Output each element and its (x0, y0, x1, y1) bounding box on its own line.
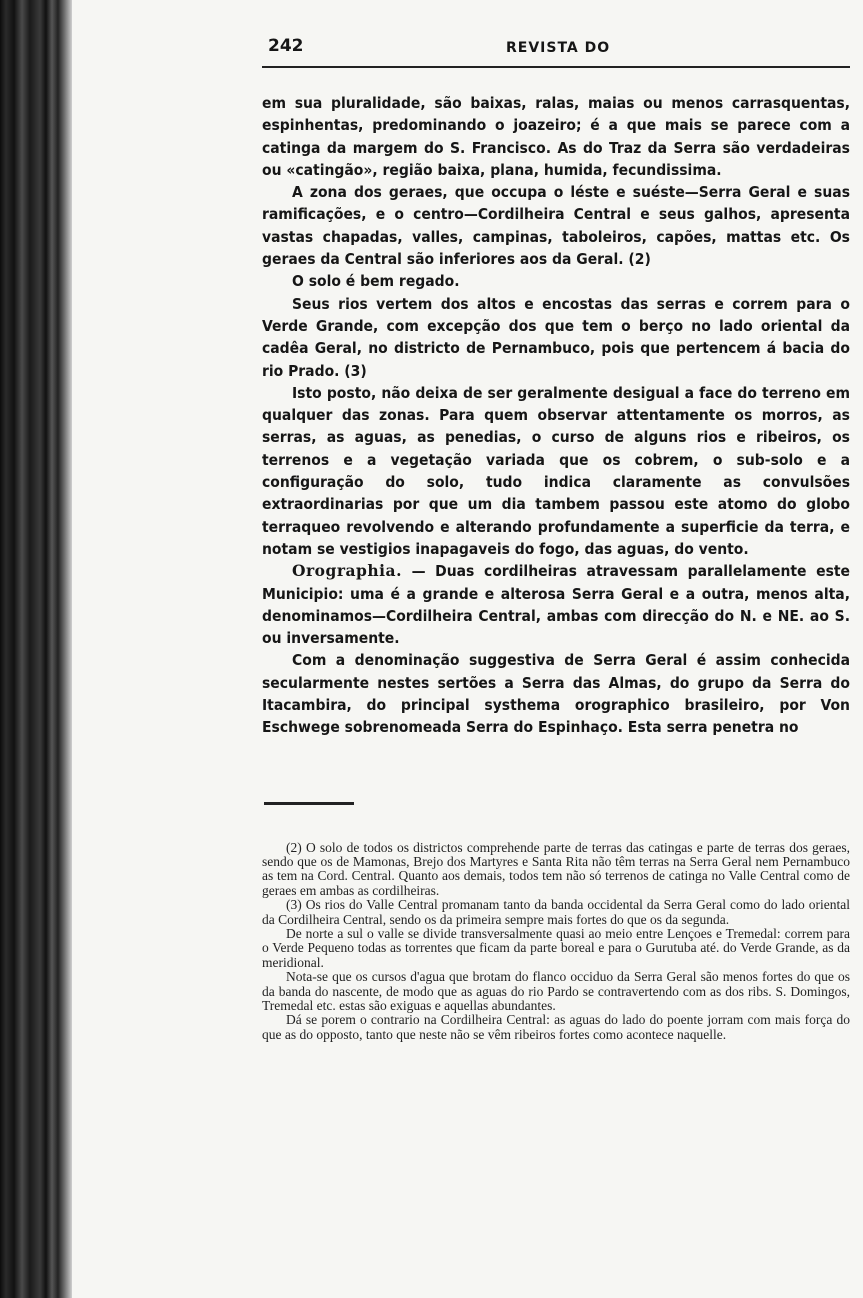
footnote: Dá se porem o contrario na Cordilheira Central: as aguas do lado do poente jorram com mais força do que as do opposto, tanto que neste não se vêm ribeiros fortes como acontece naquelle. (262, 1012, 850, 1042)
section-heading: Orographia. (292, 561, 402, 581)
paragraph: em sua pluralidade, são baixas, ralas, maias ou menos carrasquentas, espinhentas, predominando o joazeiro; é a que mais se parece com a catinga da margem do S. Francisco. As do Traz da Serra são verdadeiras ou «catingão», região baixa, plana, humida, fecundissima. (262, 94, 850, 179)
footnote-rule (264, 802, 354, 805)
footnote: De norte a sul o valle se divide transversalmente quasi ao meio entre Lençoes e Tremedal: correm para o Verde Pequeno todas as torrentes que ficam da parte boreal e para o Gurutuba até. do Verde Grande, as da meridional. (262, 926, 850, 970)
running-title: REVISTA DO (506, 40, 611, 56)
body-text (262, 92, 850, 739)
page-header (262, 30, 850, 68)
paragraph-text: — Duas cordilheiras atravessam parallelamente este Municipio: uma é a grande e alterosa Serra Geral e a outra, menos alta, denominamos—Cordilheira Central, ambas com direcção do N. e NE. ao S. ou inversamente. (262, 562, 850, 648)
page (262, 30, 850, 1042)
paragraph: Isto posto, não deixa de ser geralmente desigual a face do terreno em qualquer das zonas. Para quem observar attentamente os morros, as serras, as aguas, as penedias, o curso de alguns rios e ribeiros, os terrenos e a vegetação variada que os cobrem, o sub-solo e a configuração do solo, tudo indica claramente as convulsões extraordinarias por que um dia tambem passou este atomo do globo terraqueo revolvendo e alterando profundamente a superficie da terra, e notam se vestigios inapagaveis do fogo, das aguas, do vento. (262, 383, 850, 558)
book-spine-shadow (0, 0, 72, 1298)
paragraph-orographia (262, 560, 850, 649)
paragraph: A zona dos geraes, que occupa o léste e suéste—Serra Geral e suas ramificações, e o centro—Cordilheira Central e seus galhos, apresenta vastas chapadas, valles, campinas, taboleiros, capões, mattas etc. Os geraes da Central são inferiores aos da Geral. (2) (262, 183, 850, 269)
footnote: (2) O solo de todos os districtos comprehende parte de terras das catingas e parte de terras dos geraes, sendo que os de Mamonas, Brejo dos Martyres e Santa Rita não têm terras na Serra Geral nem Pernambuco as tem na Cord. Central. Quanto aos demais, todos tem não só terrenos de catinga no Valle Central como de geraes em ambas as cordilheiras. (262, 839, 850, 898)
footnote: (3) Os rios do Valle Central promanam tanto da banda occidental da Serra Geral como do lado oriental da Cordilheira Central, sendo os da primeira sempre mais fortes do que os da segunda. (262, 897, 850, 927)
paragraph: Com a denominação suggestiva de Serra Geral é assim conhecida secularmente nestes sertões a Serra das Almas, do grupo da Serra do Itacambira, do principal systhema orographico brasileiro, por Von Eschwege sobrenomeada Serra do Espinhaço. Esta serra penetra no (262, 651, 850, 737)
footnote: Nota-se que os cursos d'agua que brotam do flanco occiduo da Serra Geral são menos fortes do que os da banda do nascente, de modo que as aguas do rio Pardo se contravertendo com as dos ribs. S. Domingos, Tremedal etc. estas são exiguas e aquellas abundantes. (262, 969, 850, 1014)
paragraph: Seus rios vertem dos altos e encostas das serras e correm para o Verde Grande, com excepção dos que tem o berço no lado oriental da cadêa Geral, no districto de Pernambuco, pois que pertencem á bacia do rio Prado. (3) (262, 294, 850, 380)
page-number: 242 (268, 36, 304, 56)
paragraph: O solo é bem regado. (292, 272, 460, 291)
footnotes (262, 841, 850, 1043)
